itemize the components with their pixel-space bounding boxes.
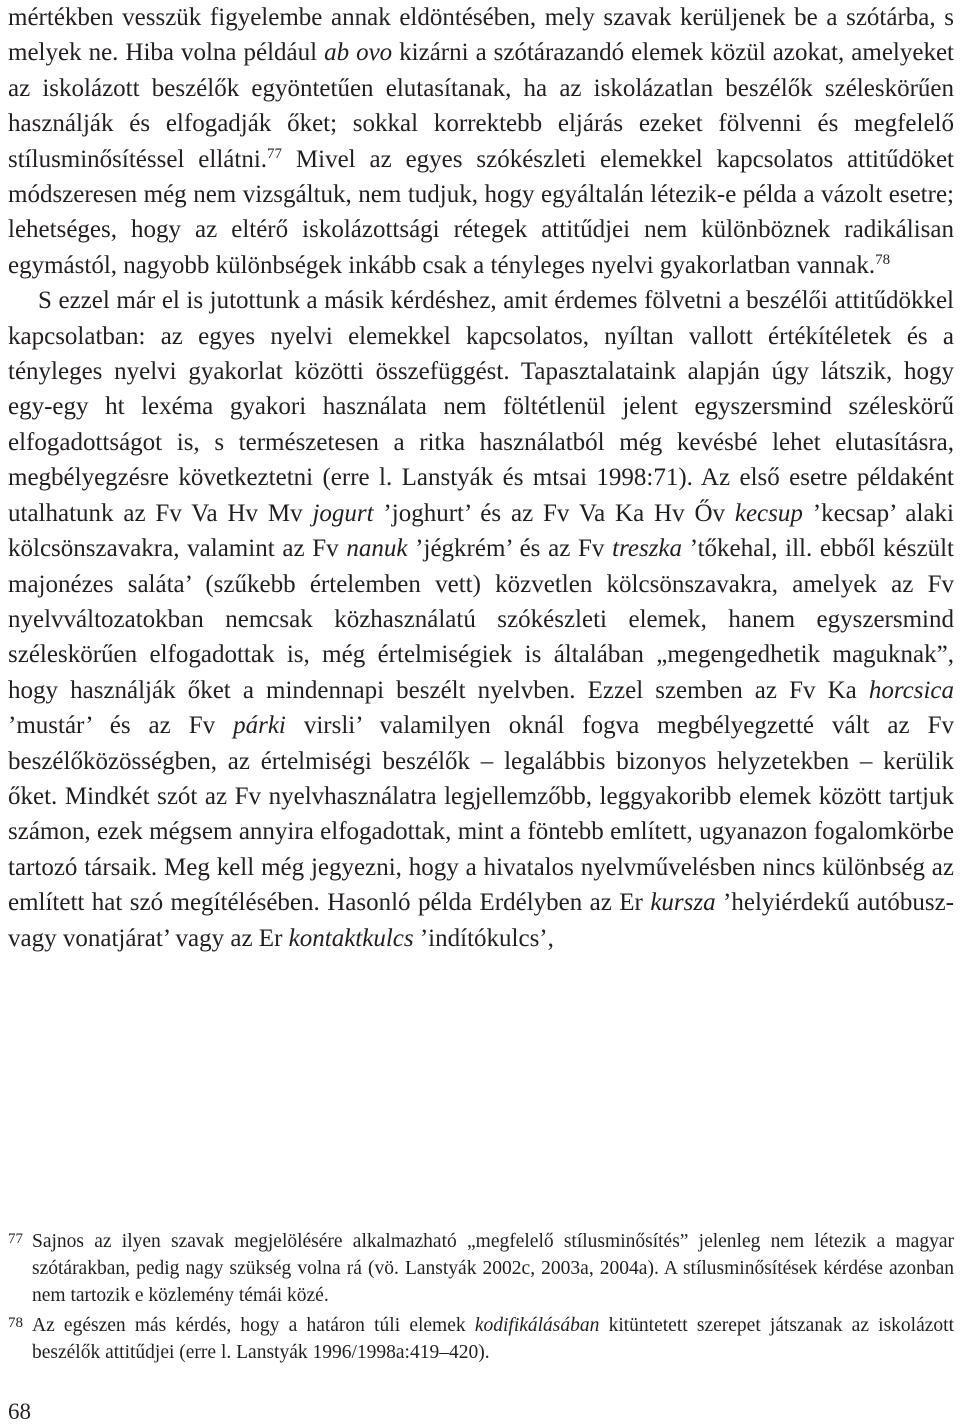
paragraph-1: mértékben vesszük figyelembe annak eldöntésében, mely szavak kerüljenek be a szótárba, s melyek ne. Hiba volna például ab ovo kizárni a szótárazandó elemek közül azokat, amelyeket az iskolázott beszélők egyöntetűen elutasítanak, ha az iskolázatlan beszélők széleskörűen használják és elfogadják őket; sokkal korrektebb eljárás ezeket fölvenni és megfelelő stílusminősítéssel ellátni.$^{77}$ Mivel az egyes szókészleti elemekkel kapcsolatos attitűdöket módszeresen még nem vizsgáltuk, nem tudjuk, hogy egyáltalán létezik-e példa a vázolt esetre; lehetséges, hogy az eltérő iskolázottsági rétegek attitűdjei nem különböznek radikálisan egymástól, nagyobb különbségek inkább csak a tényleges nyelvi gyakorlatban vannak.$^{78}$ [8, 4, 955, 279]
footnote-number: 77 [8, 1231, 23, 1247]
main-text [8, 0, 954, 956]
footnote-text: Az egészen más kérdés, hogy a határon túli elemek kodifikálásában kitüntetett szerepet játszanak az iskolázott beszélők attitűdjei (erre l. Lanstyák 1996/1998a:419–420). [32, 1314, 954, 1363]
footnote-text: Sajnos az ilyen szavak megjelölésére alkalmazható „megfelelő stílusminősítés” jelenleg nem létezik a magyar szótárakban, pedig nagy szükség volna rá (vö. Lanstyák 2002c, 2003a, 2004a). A stílusminősítések kérdése azonban nem tartozik e közlemény témái közé. [32, 1231, 954, 1307]
footnote-77 [8, 1228, 954, 1310]
footnote-78 [8, 1312, 954, 1366]
page-number: 68 [8, 1399, 31, 1424]
footnote-number: 78 [8, 1314, 23, 1331]
paragraph-2: S ezzel már el is jutottunk a másik kérdéshez, amit érdemes fölvetni a beszélői attitűdökkel kapcsolatban: az egyes nyelvi elemekkel kapcsolatos, nyíltan vallott értékítéletek és a tényleges nyelvi gyakorlat közötti összefüggést. Tapasztalataink alapján úgy látszik, hogy egy-egy ht lexéma gyakori használata nem föltétlenül jelent egyszersmind széleskörű elfogadottságot is, s természetesen a ritka használatból még kevésbé lehet elutasításra, megbélyegzésre következtetni (erre l. Lanstyák és mtsai 1998:71). Az első esetre példaként utalhatunk az Fv Va Hv Mv jogurt ’joghurt’ és az Fv Va Ka Hv Őv kecsup ’kecsap’ alaki kölcsönszavakra, valamint az Fv nanuk ’jégkrém’ és az Fv treszka ’tőkehal, ill. ebből készült majonézes saláta’ (szűkebb értelemben vett) közvetlen kölcsönszavakra, amelyek az Fv nyelvváltozatokban nemcsak közhasználatú szókészleti elemek, hanem egyszersmind széleskörűen elfogadottak is, még értelmiségiek is általában „megengedhetik maguknak”, hogy használják őket a mindennapi beszélt nyelvben. Ezzel szemben az Fv Ka horcsica ’mustár’ és az Fv párki virsli’ valamilyen oknál fogva megbélyegzetté vált az Fv beszélőközösségben, az értelmiségi beszélők – legalábbis bizonyos helyzetekben – kerülik őket. Mindkét szót az Fv nyelvhasználatra legjellemzőbb, leggyakoribb elemek között tartjuk számon, ezek mégsem annyira elfogadottak, mint a föntebb említett, ugyanazon fogalomkörbe tartozó társaik. Meg kell még jegyezni, hogy a hivatalos nyelvművelésben nincs különbség az említett hat szó megítélésében. Hasonló példa Erdélyben az Er kursza ’helyiérdekű autóbusz- vagy vonatjárat’ vagy az Er kontaktkulcs ’indítókulcs’, [8, 287, 955, 952]
footnote-ref-77[interactable]: 77 [267, 145, 283, 162]
footnote-ref-78[interactable]: 78 [875, 251, 891, 268]
footnotes [8, 1228, 954, 1368]
